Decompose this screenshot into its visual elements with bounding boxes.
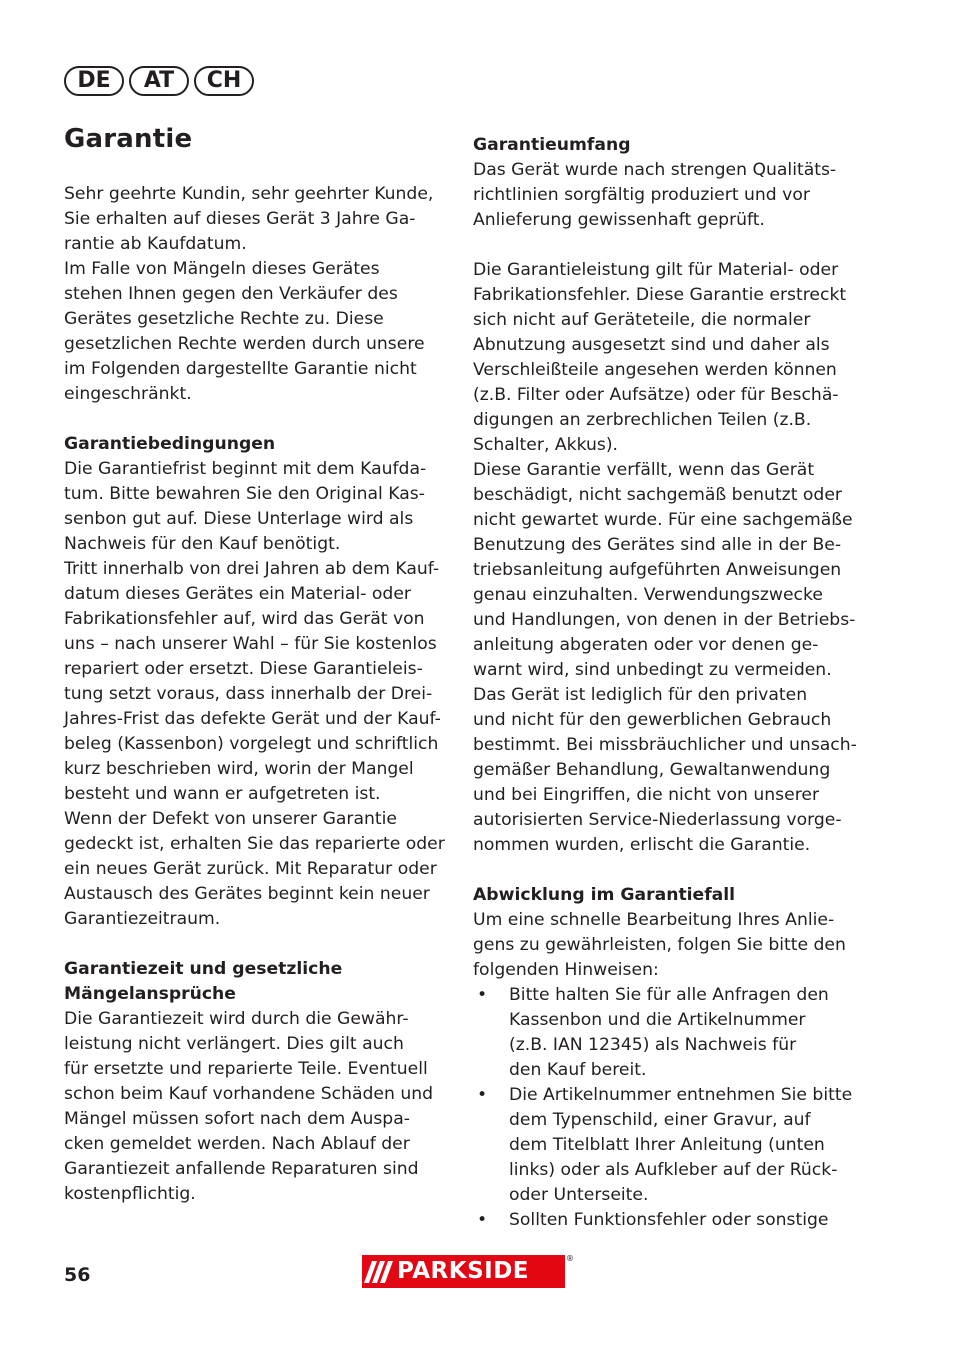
text-line: Anlieferung gewissenhaft geprüft. [473, 210, 766, 230]
text-line: Das Gerät ist lediglich für den privaten [473, 685, 808, 705]
text-line: gemäßer Behandlung, Gewaltanwendung [473, 760, 831, 780]
text-line: repariert oder ersetzt. Diese Garantieleis- [64, 659, 423, 679]
text-line: (z.B. IAN 12345) als Nachweis für [509, 1035, 797, 1055]
registered-mark: ® [566, 1254, 574, 1263]
intro-line: eingeschränkt. [64, 384, 192, 404]
text-line: Jahres-Frist das defekte Gerät und der Kauf- [64, 709, 441, 729]
section-heading-claim: Abwicklung im Garantiefall [473, 885, 736, 905]
text-line: gedeckt ist, erhalten Sie das reparierte oder [64, 834, 445, 854]
text-line: ein neues Gerät zurück. Mit Reparatur oder [64, 859, 437, 879]
text-line: datum dieses Gerätes ein Material- oder [64, 584, 411, 604]
badge-de: DE [64, 66, 124, 96]
text-line: sich nicht auf Geräteteile, die normaler [473, 310, 811, 330]
text-line: Diese Garantie verfällt, wenn das Gerät [473, 460, 815, 480]
text-line: beschädigt, nicht sachgemäß benutzt oder [473, 485, 842, 505]
text-line: besteht und wann er aufgetreten ist. [64, 784, 381, 804]
text-line: triebsanleitung aufgeführten Anweisungen [473, 560, 842, 580]
text-line: Verschleißteile angesehen werden können [473, 360, 837, 380]
text-line: genau einzuhalten. Verwendungszwecke [473, 585, 823, 605]
text-line: Abnutzung ausgesetzt sind und daher als [473, 335, 830, 355]
text-line: kurz beschrieben wird, worin der Mangel [64, 759, 414, 779]
period-paragraph [64, 1007, 448, 1207]
heading-line: Mängelansprüche [64, 984, 236, 1004]
text-line: digungen an zerbrechlichen Teilen (z.B. [473, 410, 812, 430]
section-heading-scope: Garantieumfang [473, 135, 631, 155]
text-line: Die Artikelnummer entnehmen Sie bitte [509, 1085, 853, 1105]
text-line: dem Typenschild, einer Gravur, auf [509, 1110, 811, 1130]
text-line: anleitung abgeraten oder vor denen ge- [473, 635, 819, 655]
text-line: und nicht für den gewerblichen Gebrauch [473, 710, 832, 730]
text-line: senbon gut auf. Diese Unterlage wird als [64, 509, 414, 529]
text-line: Nachweis für den Kauf benötigt. [64, 534, 341, 554]
text-line: autorisierten Service-Niederlassung vorge- [473, 810, 842, 830]
list-item [473, 1083, 865, 1208]
intro-line: im Folgenden dargestellte Garantie nicht [64, 359, 417, 379]
text-line: Fabrikationsfehler auf, wird das Gerät von [64, 609, 425, 629]
text-line: Die Garantiefrist beginnt mit dem Kaufda- [64, 459, 427, 479]
text-line: Schalter, Akkus). [473, 435, 619, 455]
text-line: für ersetzte und reparierte Teile. Eventuell [64, 1059, 428, 1079]
country-badges [64, 66, 254, 96]
badge-at: AT [129, 66, 189, 96]
intro-line: gesetzlichen Rechte werden durch unsere [64, 334, 425, 354]
text-line: folgenden Hinweisen: [473, 960, 659, 980]
text-line: Fabrikationsfehler. Diese Garantie erstreckt [473, 285, 847, 305]
text-line: tum. Bitte bewahren Sie den Original Kas- [64, 484, 425, 504]
text-line: Die Garantiezeit wird durch die Gewähr- [64, 1009, 409, 1029]
text-line: leistung nicht verlängert. Dies gilt auch [64, 1034, 404, 1054]
text-line: den Kauf bereit. [509, 1060, 647, 1080]
text-line: Die Garantieleistung gilt für Material- oder [473, 260, 839, 280]
text-line: (z.B. Filter oder Aufsätze) oder für Beschä- [473, 385, 839, 405]
claim-bullet-list [473, 983, 865, 1233]
text-line: Das Gerät wurde nach strengen Qualitäts- [473, 160, 837, 180]
section-heading-period [64, 957, 448, 1007]
claim-intro-paragraph [473, 908, 865, 983]
text-line: und Handlungen, von denen in der Betriebs- [473, 610, 856, 630]
brand-wordmark: PARKSIDE [397, 1258, 530, 1284]
parkside-logo [362, 1254, 574, 1288]
intro-line: Im Falle von Mängeln dieses Gerätes [64, 259, 380, 279]
conditions-paragraph [64, 457, 448, 932]
text-line: links) oder als Aufkleber auf der Rück- [509, 1160, 838, 1180]
text-line: und bei Eingriffen, die nicht von unserer [473, 785, 820, 805]
text-line: nicht gewartet wurde. Für eine sachgemäße [473, 510, 853, 530]
intro-line: rantie ab Kaufdatum. [64, 234, 247, 254]
text-line: Kassenbon und die Artikelnummer [509, 1010, 806, 1030]
list-item [473, 1208, 865, 1233]
scope-paragraph [473, 158, 865, 233]
text-line: Garantiezeitraum. [64, 909, 221, 929]
text-line: Mängel müssen sofort nach dem Auspa- [64, 1109, 410, 1129]
text-line: beleg (Kassenbon) vorgelegt und schriftlich [64, 734, 439, 754]
text-line: dem Titelblatt Ihrer Anleitung (unten [509, 1135, 825, 1155]
page-number: 56 [64, 1264, 91, 1286]
intro-line: Sehr geehrte Kundin, sehr geehrter Kunde, [64, 184, 434, 204]
badge-ch: CH [194, 66, 254, 96]
text-line: uns – nach unserer Wahl – für Sie kostenlos [64, 634, 437, 654]
text-line: cken gemeldet werden. Nach Ablauf der [64, 1134, 410, 1154]
right-column [473, 133, 865, 1233]
text-line: nommen wurden, erlischt die Garantie. [473, 835, 811, 855]
text-line: richtlinien sorgfältig produziert und vor [473, 185, 810, 205]
coverage-paragraph [473, 258, 865, 858]
text-line: Tritt innerhalb von drei Jahren ab dem Kauf- [64, 559, 440, 579]
text-line: Um eine schnelle Bearbeitung Ihres Anlie- [473, 910, 835, 930]
text-line: schon beim Kauf vorhandene Schäden und [64, 1084, 434, 1104]
text-line: Benutzung des Gerätes sind alle in der Be- [473, 535, 842, 555]
text-line: oder Unterseite. [509, 1185, 649, 1205]
text-line: warnt wird, sind unbedingt zu vermeiden. [473, 660, 832, 680]
text-line: Bitte halten Sie für alle Anfragen den [509, 985, 829, 1005]
intro-line: Sie erhalten auf dieses Gerät 3 Jahre Ga- [64, 209, 416, 229]
text-line: tung setzt voraus, dass innerhalb der Drei- [64, 684, 433, 704]
left-column [64, 182, 448, 1207]
text-line: Wenn der Defekt von unserer Garantie [64, 809, 397, 829]
text-line: Austausch des Gerätes beginnt kein neuer [64, 884, 430, 904]
list-item [473, 983, 865, 1083]
slashes-icon [368, 1261, 389, 1283]
heading-line: Garantiezeit und gesetzliche [64, 959, 343, 979]
text-line: Garantiezeit anfallende Reparaturen sind [64, 1159, 419, 1179]
text-line: bestimmt. Bei missbräuchlicher und unsach- [473, 735, 857, 755]
text-line: kostenpflichtig. [64, 1184, 196, 1204]
intro-paragraph [64, 182, 448, 407]
intro-line: Gerätes gesetzliche Rechte zu. Diese [64, 309, 384, 329]
text-line: Sollten Funktionsfehler oder sonstige [509, 1210, 829, 1230]
intro-line: stehen Ihnen gegen den Verkäufer des [64, 284, 398, 304]
text-line: gens zu gewährleisten, folgen Sie bitte den [473, 935, 846, 955]
section-heading-conditions: Garantiebedingungen [64, 434, 276, 454]
page-title: Garantie [64, 124, 193, 154]
